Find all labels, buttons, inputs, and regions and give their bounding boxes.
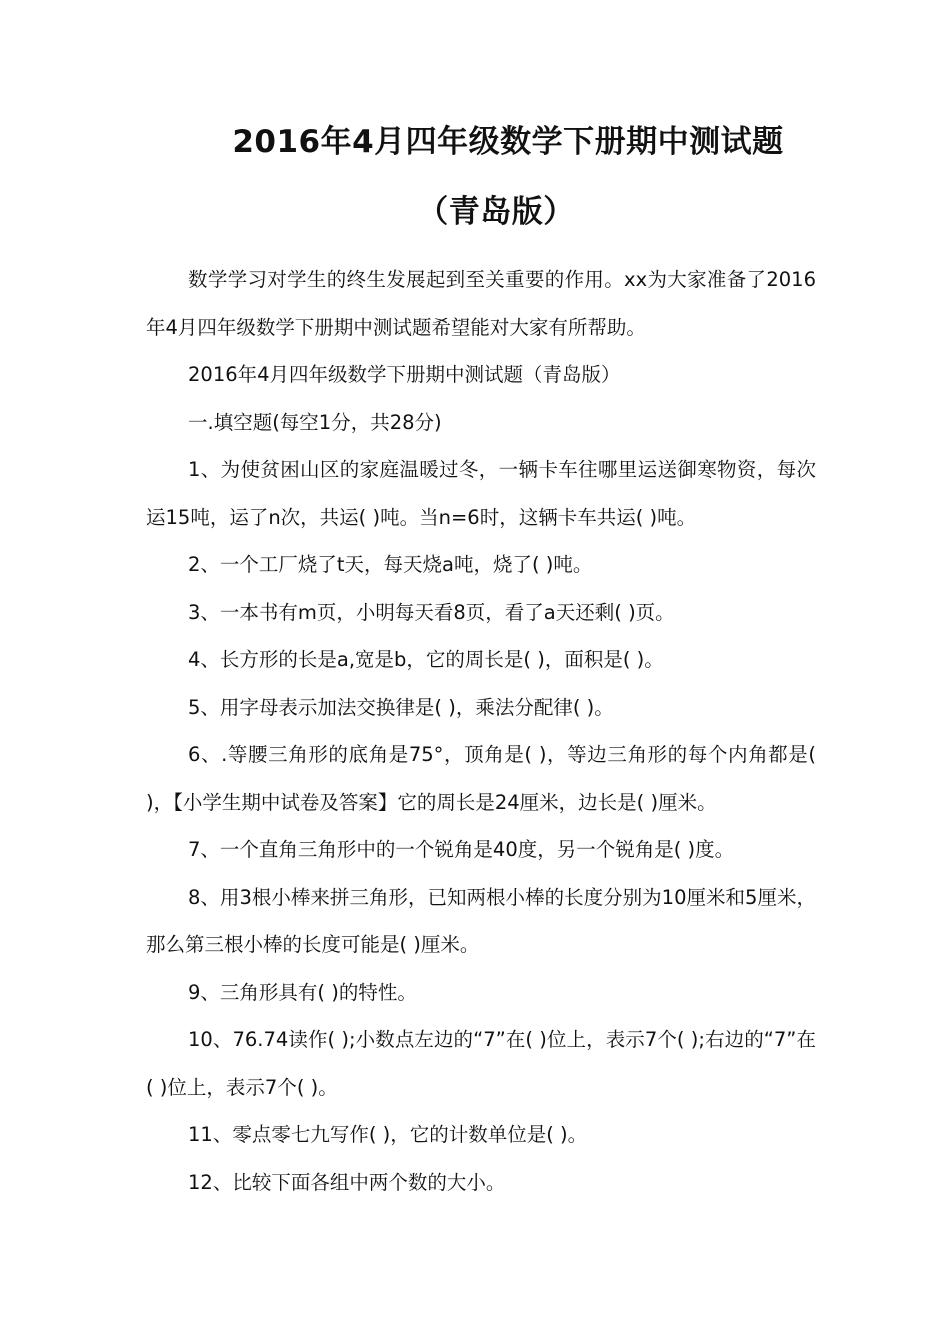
- question-1: 1、为使贫困山区的家庭温暖过冬，一辆卡车往哪里运送御寒物资，每次运15吨，运了n次，共运( )吨。当n=6时，这辆卡车共运( )吨。: [146, 458, 816, 529]
- document-title: 2016年4月四年级数学下册期中测试题: [232, 124, 784, 160]
- document-subtitle: （青岛版）: [417, 194, 575, 230]
- part-heading: 一.填空题(每空1分，共28分): [188, 410, 442, 434]
- question-4: 4、长方形的长是a,宽是b，它的周长是( )，面积是( )。: [188, 648, 664, 671]
- question-6: 6、.等腰三角形的底角是75°，顶角是( )，等边三角形的每个内角都是( )，【小学生期中试卷及答案】它的周长是24厘米，边长是( )厘米。: [146, 743, 816, 814]
- intro-paragraph: 数学学习对学生的终生发展起到至关重要的作用。xx为大家准备了2016年4月四年级数学下册期中测试题希望能对大家有所帮助。: [146, 268, 816, 339]
- question-2: 2、一个工厂烧了t天，每天烧a吨，烧了( )吨。: [188, 553, 593, 576]
- question-12: 12、比较下面各组中两个数的大小。: [188, 1170, 506, 1194]
- document-body: [146, 256, 816, 1206]
- question-7: 7、一个直角三角形中的一个锐角是40度，另一个锐角是( )度。: [188, 838, 735, 861]
- section-heading: 2016年4月四年级数学下册期中测试题（青岛版）: [188, 363, 621, 386]
- question-9: 9、三角形具有( )的特性。: [188, 980, 417, 1004]
- question-10: 10、76.74读作( );小数点左边的“7”在( )位上，表示7个( );右边的“7”在( )位上，表示7个( )。: [146, 1028, 816, 1099]
- question-5: 5、用字母表示加法交换律是( )，乘法分配律( )。: [188, 695, 614, 719]
- question-8: 8、用3根小棒来拼三角形，已知两根小棒的长度分别为10厘米和5厘米，那么第三根小棒的长度可能是( )厘米。: [146, 885, 816, 956]
- question-3: 3、一本书有m页，小明每天看8页，看了a天还剩( )页。: [188, 600, 675, 624]
- question-11: 11、零点零七九写作( )，它的计数单位是( )。: [188, 1123, 588, 1146]
